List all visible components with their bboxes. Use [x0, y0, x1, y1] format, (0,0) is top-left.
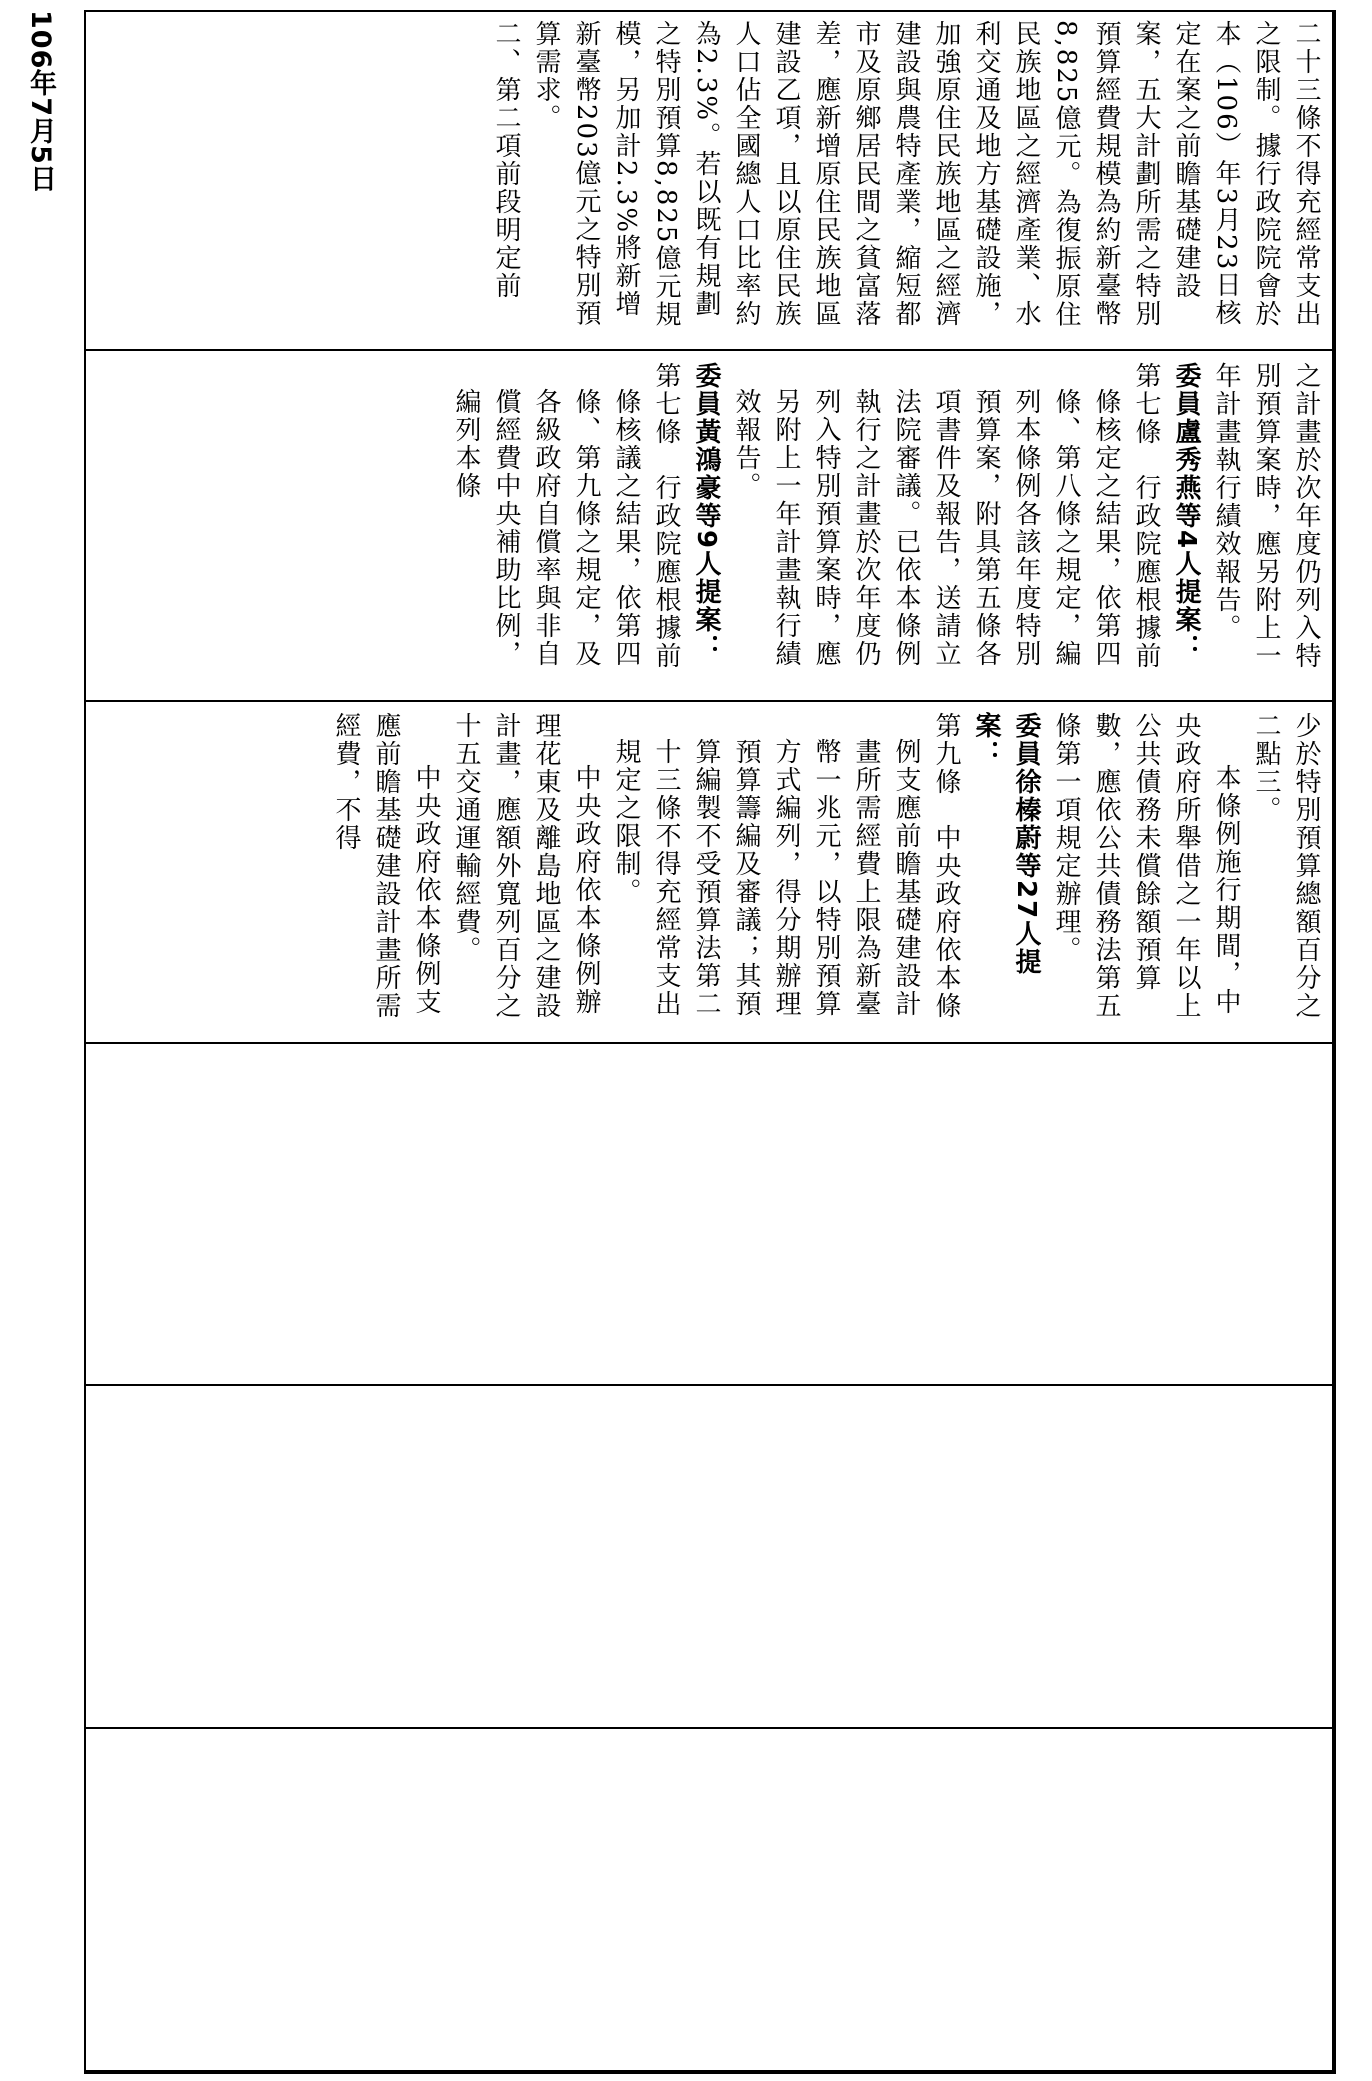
- proposal-heading: 委員徐榛蔚等27人提案：: [971, 712, 1041, 977]
- paragraph: 中央政府依本條例辦理花東及離島地區之建設計畫，應額外寬列百分之十五交通運輸經費。: [451, 712, 601, 1020]
- row-divider-5: [84, 1727, 1336, 1729]
- paragraph: 二、第二項前段明定前: [491, 20, 521, 300]
- page-date: 106年7月5日: [25, 10, 56, 193]
- row-divider-2: [84, 700, 1336, 702]
- paragraph: 少於特別預算總額百分之二點三。: [1251, 712, 1321, 1020]
- article-paragraph: 第七條 行政院應根據前條核定之結果，依第四條、第八條之規定，編列本條例各該年度特別預算案，附具第五條各項書件及報告，送請立法院審議。已依本條例執行之計畫於次年度仍列入特別預算案時，應另附上一年計畫執行績效報告。: [731, 362, 1161, 670]
- table-cell-column-2: [96, 362, 1326, 688]
- row-divider-4: [84, 1384, 1336, 1386]
- row-divider-3: [84, 1042, 1336, 1044]
- paragraph: 之計畫於次年度仍列入特別預算案時，應另附上一年計畫執行績效報告。: [1211, 362, 1321, 670]
- article-paragraph: 第九條 中央政府依本條例支應前瞻基礎建設計畫所需經費上限為新臺幣一兆元，以特別預算方式編列，得分期辦理預算籌編及審議；其預算編製不受預算法第二十三條不得充經常支出規定之限制。: [611, 712, 961, 1020]
- paragraph: 二十三條不得充經常支出之限制。據行政院院會於本（106）年3月23日核定在案之前瞻基礎建設案，五大計劃所需之特別預算經費規模為約新臺幣8,825億元。為復振原住民族地區之經濟產業、水利交通及地方基礎設施，加強原住民族地區之經濟建設與農特產業，縮短都市及原鄉居民間之貧富落差，應新增原住民族地區建設乙項，且以原住民族人口佔全國總人口比率約為2.3%。若以既有規劃之特別預算8,825億元規模，另加計2.3%將新增新臺幣203億元之特別預算需求。: [531, 20, 1321, 329]
- row-divider-1: [84, 349, 1336, 351]
- table-cell-column-3: [96, 712, 1326, 1030]
- paragraph: 中央政府依本條例支應前瞻基礎建設計畫所需經費，不得: [331, 712, 441, 1020]
- paragraph: 本條例施行期間，中央政府所舉借之一年以上公共債務未償餘額預算數，應依公共債務法第五條第一項規定辦理。: [1051, 712, 1241, 1020]
- table-cell-column-1: [96, 20, 1326, 335]
- article-paragraph: 第七條 行政院應根據前條核議之結果，依第四條、第九條之規定，及各級政府自償率與非自償經費中央補助比例，編列本條: [451, 362, 681, 670]
- proposal-heading: 委員盧秀燕等4人提案：: [1171, 362, 1201, 663]
- proposal-heading: 委員黃鴻豪等9人提案：: [691, 362, 721, 663]
- table-top-border: [84, 10, 1336, 12]
